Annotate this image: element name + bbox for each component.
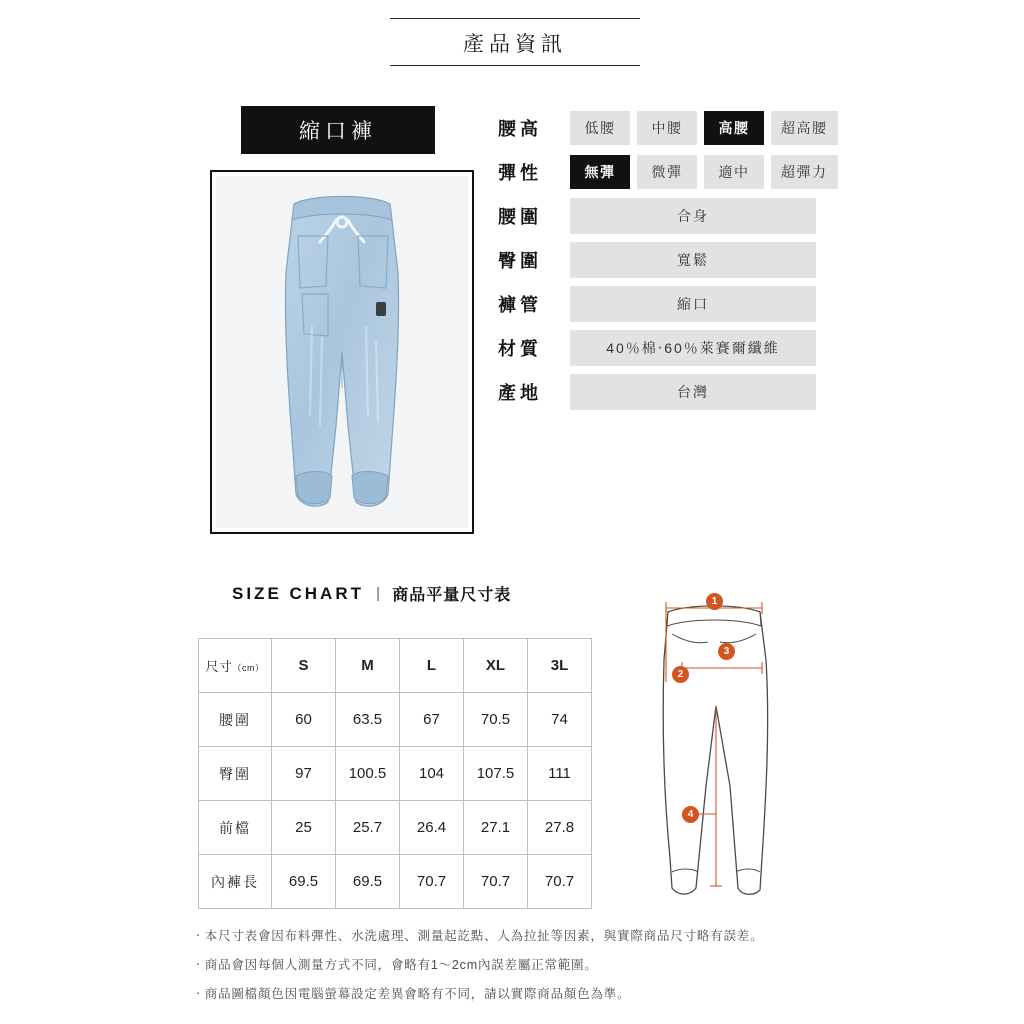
spec-option[interactable]: 超彈力 [771, 155, 838, 189]
spec-option[interactable]: 適中 [704, 155, 764, 189]
footnote-list [196, 926, 836, 1013]
cell: 74 [528, 693, 592, 747]
spec-option-selected[interactable]: 無彈 [570, 155, 630, 189]
row-header-inseam: 內褲長 [199, 855, 272, 909]
spec-option-selected[interactable]: 高腰 [704, 111, 764, 145]
footnote-text: 商品圖檔顏色因電腦螢幕設定差異會略有不同，請以實際商品顏色為準。 [204, 987, 631, 1001]
pants-outline-diagram [620, 586, 840, 916]
table-header-row [199, 639, 592, 693]
spec-value: 台灣 [570, 374, 816, 410]
spec-options [570, 155, 838, 189]
spec-value: 40％棉‧60％萊賽爾纖維 [570, 330, 816, 366]
header-bottom-rule [390, 65, 640, 66]
footnote [196, 926, 836, 944]
spec-row-hip-fit [498, 244, 816, 276]
spec-value: 合身 [570, 198, 816, 234]
cell: 104 [400, 747, 464, 801]
bullet-icon: ‧ [196, 987, 201, 1001]
product-image [216, 176, 468, 528]
cell: 97 [272, 747, 336, 801]
cell: 70.5 [464, 693, 528, 747]
footnote [196, 984, 836, 1002]
cell: 111 [528, 747, 592, 801]
size-chart-table [198, 638, 592, 909]
table-row [199, 855, 592, 909]
specification-list [498, 112, 828, 420]
spec-label: 彈性 [498, 163, 542, 183]
diagram-marker-4: 4 [682, 806, 699, 823]
spec-row-leg-opening [498, 288, 816, 320]
footnote-text: 商品會因每個人測量方式不同，會略有1～2cm內誤差屬正常範圍。 [204, 958, 598, 972]
spec-row-waist-height [498, 112, 828, 144]
bullet-icon: ‧ [196, 929, 201, 943]
cell: 67 [400, 693, 464, 747]
row-header-hip: 臀圍 [199, 747, 272, 801]
row-header-front-rise: 前檔 [199, 801, 272, 855]
size-chart-heading-en: SIZE CHART [232, 583, 364, 603]
diagram-marker-3: 3 [718, 643, 735, 660]
corner-label: 尺寸 [205, 659, 233, 674]
column-header-xl: XL [464, 639, 528, 693]
cell: 63.5 [336, 693, 400, 747]
spec-label: 臀圍 [498, 251, 542, 271]
cell: 100.5 [336, 747, 400, 801]
page-title: 產品資訊 [463, 33, 567, 56]
cell: 26.4 [400, 801, 464, 855]
spec-row-waist-fit [498, 200, 816, 232]
spec-label: 腰圍 [498, 207, 542, 227]
cell: 27.1 [464, 801, 528, 855]
spec-option[interactable]: 微彈 [637, 155, 697, 189]
column-header-l: L [400, 639, 464, 693]
cell: 70.7 [400, 855, 464, 909]
footnote [196, 955, 836, 973]
cell: 69.5 [336, 855, 400, 909]
diagram-marker-2: 2 [672, 666, 689, 683]
footnote-text: 本尺寸表會因布料彈性、水洗處理、測量起訖點、人為拉扯等因素，與實際商品尺寸略有誤差。 [204, 929, 764, 943]
table-row [199, 693, 592, 747]
product-name-badge: 縮口褲 [241, 106, 435, 154]
spec-row-material [498, 332, 816, 364]
spec-label: 材質 [498, 339, 542, 359]
spec-label: 產地 [498, 383, 542, 403]
size-chart-heading [232, 582, 511, 605]
cell: 70.7 [528, 855, 592, 909]
corner-unit: （cm） [232, 663, 265, 673]
spec-option[interactable]: 低腰 [570, 111, 630, 145]
table-corner-cell [199, 639, 272, 693]
cell: 107.5 [464, 747, 528, 801]
spec-options [570, 111, 838, 145]
spec-option[interactable]: 超高腰 [771, 111, 838, 145]
cell: 70.7 [464, 855, 528, 909]
spec-label: 腰高 [498, 119, 542, 139]
cell: 25 [272, 801, 336, 855]
spec-value: 寬鬆 [570, 242, 816, 278]
size-chart-heading-zh: 商品平量尺寸表 [392, 587, 512, 604]
cell: 25.7 [336, 801, 400, 855]
cell: 69.5 [272, 855, 336, 909]
table-row [199, 747, 592, 801]
product-image-frame [210, 170, 474, 534]
spec-value: 縮口 [570, 286, 816, 322]
bullet-icon: ‧ [196, 958, 201, 972]
measurement-diagram [620, 586, 840, 916]
diagram-marker-1: 1 [706, 593, 723, 610]
column-header-m: M [336, 639, 400, 693]
spec-option[interactable]: 中腰 [637, 111, 697, 145]
spec-row-origin [498, 376, 816, 408]
cell: 27.8 [528, 801, 592, 855]
column-header-3l: 3L [528, 639, 592, 693]
spec-label: 褲管 [498, 295, 542, 315]
size-chart-heading-separator: | [376, 585, 381, 602]
spec-row-elasticity [498, 156, 828, 188]
column-header-s: S [272, 639, 336, 693]
page-header [390, 18, 640, 66]
cell: 60 [272, 693, 336, 747]
table-row [199, 801, 592, 855]
row-header-waist: 腰圍 [199, 693, 272, 747]
denim-jogger-illustration [216, 176, 468, 528]
